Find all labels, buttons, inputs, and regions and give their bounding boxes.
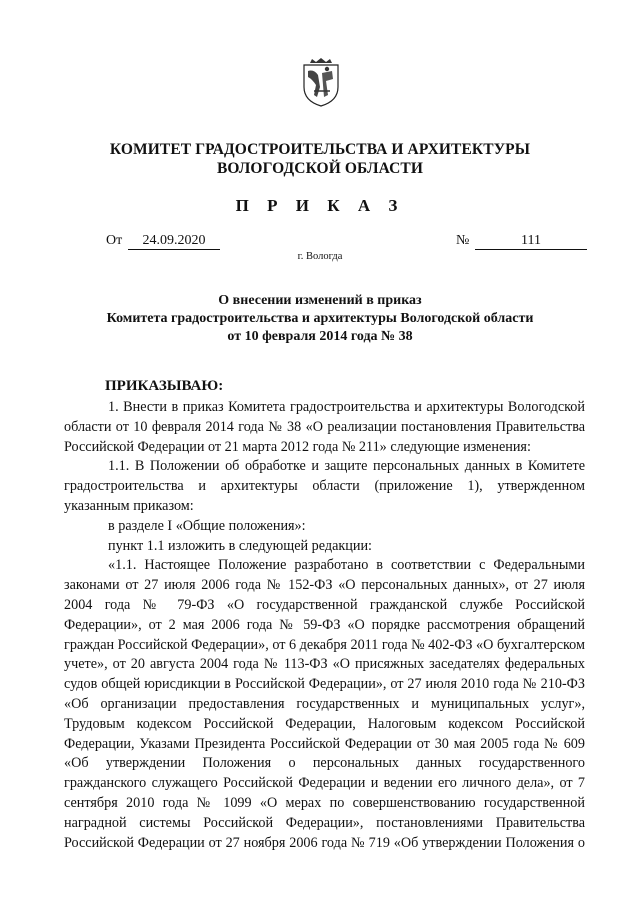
paragraph-new-wording: «1.1. Настоящее Положение разработано в соответствии с Федеральными законами от 27 июля 2006 года № 152-ФЗ «О персональных данных», от 27 июля 2004 года № 79-ФЗ «О государственной гражданской службе Российской Федерации», от 2 мая 2006 года № 59-ФЗ «О порядке рассмотрения обращений граждан Российской Федерации», от 6 декабря 2011 года № 402-ФЗ «О бухгалтерском учете», от 20 августа 2004 года № 113-ФЗ «О присяжных заседателях федеральных судов общей юрисдикции в Российской Федерации», от 27 июля 2010 года № 210-ФЗ «Об организации предоставления государственных и муниципальных услуг», Трудовым кодексом Российской Федерации, Налоговым кодексом Российской Федерации, Указами Президента Российской Федерации от 30 мая 2005 года № 609 «Об утверждении Положения о персональных данных государственного гражданского служащего Российской Федерации и ведении его личного дела», от 7 сентября 2010 года № 1099 «О мерах по совершенствованию государственной наградной системы Российской Федерации», постановлениями Правительства Российской Федерации от 27 ноября 2006 года № 719 «Об утверждении Положения о [64,557,585,851]
number-label: № [456,233,470,248]
document-date: 24.09.2020 [128,233,220,250]
order-heading: ПРИКАЗЫВАЮ: [105,378,224,394]
organization-name-line1: КОМИТЕТ ГРАДОСТРОИТЕЛЬСТВА И АРХИТЕКТУРЫ [109,141,531,158]
date-label: От [106,233,123,248]
subject-line2: Комитета градостроительства и архитектуры Вологодской области [106,311,534,326]
document-type-title: П Р И К А З [235,196,405,215]
subject-line3: от 10 февраля 2014 года № 38 [227,329,413,344]
vologda-coat-of-arms-icon [300,57,342,107]
paragraph-section: в разделе I «Общие положения»: [108,517,306,534]
document-number: 111 [475,233,587,250]
paragraph-1-1: 1.1. В Положении об обработке и защите персональных данных в Комитете градостроительства и архитектуры области (приложение 1), утвержденном указанным приказом: [64,458,585,514]
paragraph-1: 1. Внести в приказ Комитета градостроительства и архитектуры Вологодской области от 10 февраля 2014 года № 38 «О реализации постановления Правительства Российской Федерации от 21 марта 2012 года № 211» следующие изменения: [64,399,585,455]
city-name: г. Вологда [297,251,343,262]
subject-line1: О внесении изменений в приказ [218,293,422,308]
document-body [64,398,585,853]
organization-name-line2: ВОЛОГОДСКОЙ ОБЛАСТИ [216,160,424,177]
paragraph-point: пункт 1.1 изложить в следующей редакции: [108,537,372,554]
